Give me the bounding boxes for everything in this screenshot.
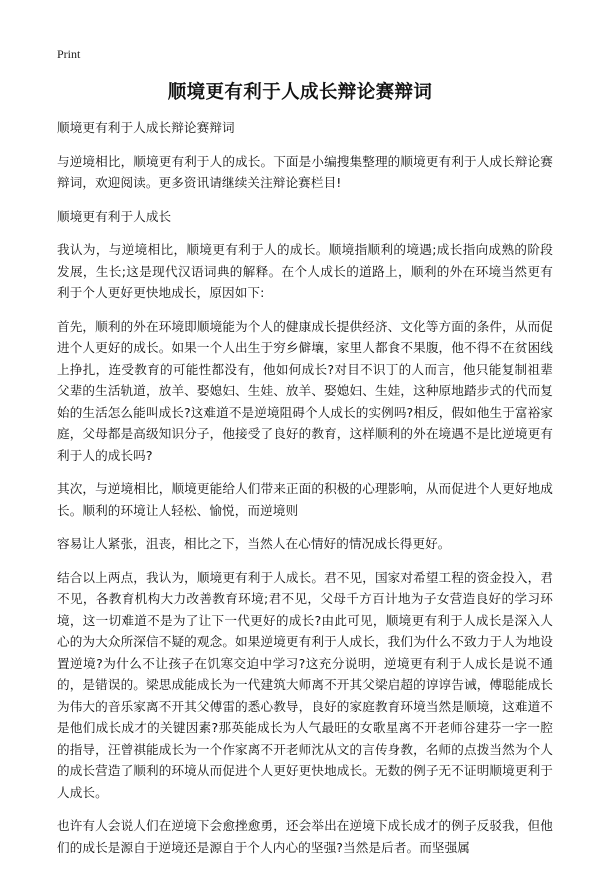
article-subtitle: 顺境更有利于人成长辩论赛辩词 [57,120,235,135]
page-title: 顺境更有利于人成长辩论赛辩词 [167,82,433,103]
section-heading: 顺境更有利于人成长 [57,208,172,224]
body-paragraph: 首先，顺利的外在环境即顺境能为个人的健康成长提供经济、文化等方面的条件，从而促进个人更好的成长。如果一个人出生于穷乡僻壤，家里人都食不果腹，他不得不在贫困线上挣扎，连受教育的可能性都没有，他如何成长?对目不识丁的人而言，他只能复制祖辈父辈的生活轨道，放羊、娶媳妇、生娃、放羊、娶媳妇、生娃，这种原地踏步式的代而复始的生活怎么能叫成长?这难道不是逆境阻碍个人成长的实例吗?相反，假如他生于富裕家庭，父母都是高级知识分子，他接受了良好的教育，这样顺利的外在境遇不是比逆境更有利于人的成长吗? [57,318,553,463]
body-paragraph: 结合以上两点，我认为，顺境更有利于人成长。君不见，国家对希望工程的资金投入，君不见，各教育机构大力改善教育环境;君不见，父母千方百计地为子女营造良好的学习环境，这一切难道不是为了让下一代更好的成长?由此可见，顺境更有利于人成长是深入人心的为大众所深信不疑的观念。如果逆境更有利于人成长，我们为什么不致力于人为地设置逆境?为什么不让孩子在饥寒交迫中学习?这充分说明，逆境更有利于人成长是说不通的，是错误的。梁思成能成长为一代建筑大师离不开其父梁启超的谆谆告诫，傅聪能成长为伟大的音乐家离不开其父傅雷的悉心教导，良好的家庭教育环境当然是顺境，这难道不是他们成长成才的关键因素?那英能成长为人气最旺的女歌星离不开老师谷建芬一字一腔的指导，汪曾祺能成长为一个作家离不开老师沈从文的言传身教，名师的点拨当然为个人的成长营造了顺利的环境从而促进个人更好更快地成长。无数的例子无不证明顺境更利于人成长。 [57,569,553,800]
body-paragraph: 其次，与逆境相比，顺境更能给人们带来正面的积极的心理影响，从而促进个人更好地成长。顺利的环境让人轻松、愉悦，而逆境则 [57,481,553,518]
intro-paragraph: 与逆境相比，顺境更有利于人的成长。下面是小编搜集整理的顺境更有利于人成长辩论赛辩词，欢迎阅读。更多资讯请继续关注辩论赛栏目! [57,153,553,190]
article-body [57,117,553,870]
body-paragraph: 容易让人紧张，沮丧，相比之下，当然人在心情好的情况成长得更好。 [57,536,451,551]
body-paragraph: 我认为，与逆境相比，顺境更有利于人的成长。顺境指顺利的境遇;成长指向成熟的阶段发展，生长;这是现代汉语词典的解释。在个人成长的道路上，顺利的外在环境当然更有利于个人更好更快地成长，原因如下: [57,242,553,300]
print-link[interactable]: Print [57,47,81,61]
body-paragraph: 也许有人会说人们在逆境下会愈挫愈勇，还会举出在逆境下成长成才的例子反驳我，但他们的成长是源自于逆境还是源自于个人内心的坚强?当然是后者。而坚强属 [57,818,553,855]
